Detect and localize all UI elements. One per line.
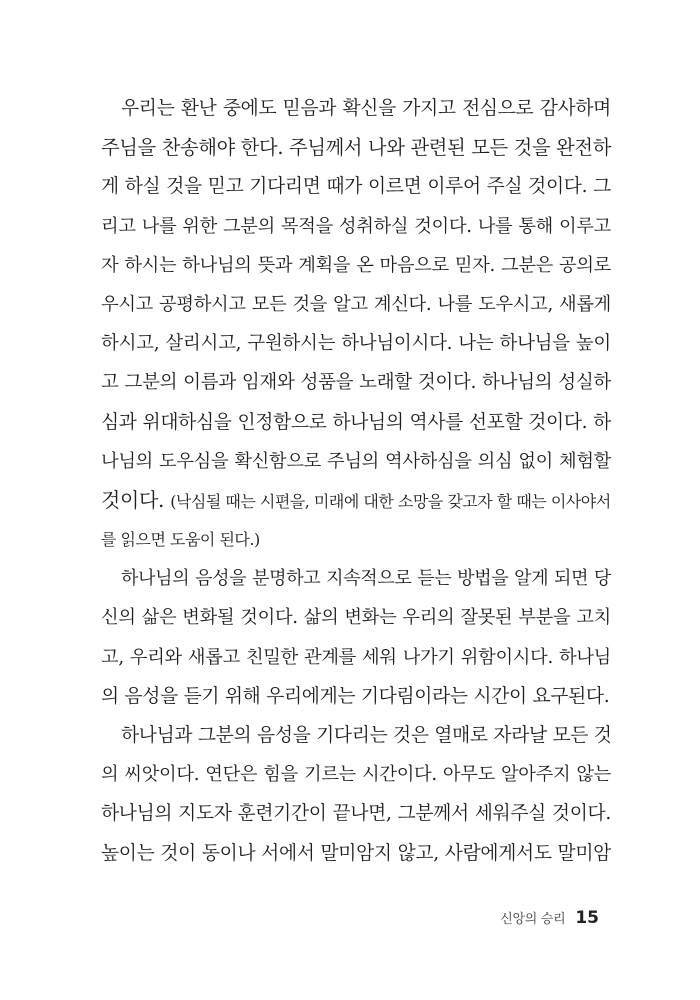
text-line: 의 씨앗이다. 연단은 힘을 기르는 시간이다. 아무도 알아주지 않는 — [101, 764, 611, 786]
page-footer — [500, 908, 599, 928]
text-line: 우시고 공평하시고 모든 것을 알고 계신다. 나를 도우시고, 새롭게 — [101, 293, 611, 315]
text-line: 신의 삶은 변화될 것이다. 삶의 변화는 우리의 잘못된 부분을 고치 — [101, 607, 611, 629]
text-line: 높이는 것이 동이나 서에서 말미암지 않고, 사람에게서도 말미암 — [101, 842, 611, 864]
body-text — [101, 89, 611, 873]
text-line: 하나님의 음성을 분명하고 지속적으로 듣는 방법을 알게 되면 당 — [121, 568, 611, 590]
parenthetical-note: (낙심될 때는 시편을, 미래에 대한 소망을 갖고자 할 때는 이사야서 — [170, 491, 611, 511]
text-line: 게 하실 것을 믿고 기다리면 때가 이르면 이루어 주실 것이다. 그 — [101, 176, 611, 198]
text-line: 심과 위대하심을 인정함으로 하나님의 역사를 선포할 것이다. 하 — [101, 411, 611, 433]
text-line: 고 그분의 이름과 임재와 성품을 노래할 것이다. 하나님의 성실하 — [101, 372, 611, 394]
text-line: 하나님의 지도자 훈련기간이 끝나면, 그분께서 세워주실 것이다. — [101, 803, 611, 825]
text-line: 우리는 환난 중에도 믿음과 확신을 가지고 전심으로 감사하며 — [121, 98, 611, 119]
text-line: 하시고, 살리시고, 구원하시는 하나님이시다. 나는 하나님을 높이 — [101, 333, 611, 355]
text-line: 하나님과 그분의 음성을 기다리는 것은 열매로 자라날 모든 것 — [121, 725, 612, 746]
text-line: 나님의 도우심을 확신함으로 주님의 역사하심을 의심 없이 체험할 — [101, 450, 611, 472]
text-line-with-note — [101, 481, 611, 520]
text-segment: 것이다. — [101, 487, 165, 512]
page-number: 15 — [575, 908, 599, 928]
parenthetical-note-continued: 를 읽으면 도움이 된다.) — [101, 530, 260, 550]
text-line: 리고 나를 위한 그분의 목적을 성취하실 것이다. 나를 통해 이루고 — [101, 215, 611, 237]
text-line: 고, 우리와 새롭고 친밀한 관계를 세워 나가기 위함이시다. 하나님 — [101, 646, 611, 668]
text-line: 주님을 찬송해야 한다. 주님께서 나와 관련된 모든 것을 완전하 — [101, 136, 611, 160]
running-title: 신앙의 승리 — [500, 912, 566, 927]
text-line: 의 음성을 듣기 위해 우리에게는 기다림이라는 시간이 요구된다. — [101, 685, 610, 707]
text-line: 자 하시는 하나님의 뜻과 계획을 온 마음으로 믿자. 그분은 공의로 — [101, 254, 611, 276]
